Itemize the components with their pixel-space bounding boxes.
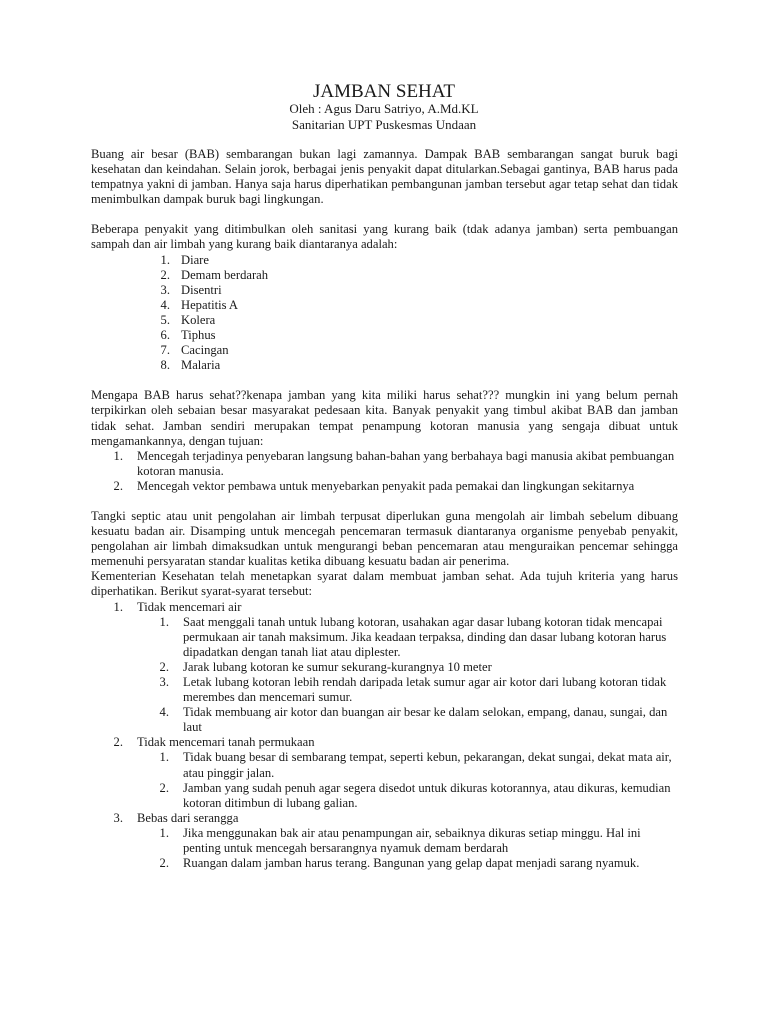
intro-paragraph: Buang air besar (BAB) sembarangan bukan lagi zamannya. Dampak BAB sembarangan sangat buruk bagi kesehatan dan keindahan. Selain jorok, berbagai jenis penyakit dapat ditularkan.Sebagai gantinya, BAB harus pada tempatnya yakni di jamban. Hanya saja harus diperhatikan pembangunan jamban tersebut agar tetap sehat dan tidak menimbulkan dampak buruk bagi lingkungan. (91, 147, 678, 207)
sub-list-item (137, 615, 678, 660)
list-number: 2. (160, 267, 170, 282)
list-number: 2. (113, 735, 123, 750)
sub-list (137, 615, 678, 736)
list-item (91, 283, 678, 298)
author-line: Oleh : Agus Daru Satriyo, A.Md.KL (289, 101, 479, 116)
list-text: Disentri (181, 282, 222, 297)
list-text: Diare (181, 252, 209, 267)
sub-list (137, 826, 678, 871)
list-text: Bebas dari serangga (137, 810, 239, 825)
list-number: 4. (159, 705, 169, 720)
list-item (91, 268, 678, 283)
list-text: Letak lubang kotoran lebih rendah daripada letak sumur agar air kotor dari lubang kotoran tidak merembes dan mencemari sumur. (183, 675, 667, 705)
ministry-paragraph: Kementerian Kesehatan telah menetapkan syarat dalam membuat jamban sehat. Ada tujuh kriteria yang harus diperhatikan. Berikut syarat-syarat tersebut: (91, 569, 678, 599)
list-text: Tidak mencemari air (137, 599, 242, 614)
list-number: 8. (160, 358, 170, 373)
list-number: 1. (113, 599, 123, 614)
list-text: Hepatitis A (181, 297, 239, 312)
sub-list-item (137, 750, 678, 780)
list-text: Saat menggali tanah untuk lubang kotoran, usahakan agar dasar lubang kotoran tidak mencapai permukaan air tanah maksimum. Jika keadaan terpaksa, dinding dan dasar lubang kotoran harus dipadatkan dengan tanah liat atau diplester. (183, 614, 667, 659)
list-number: 3. (160, 282, 170, 297)
list-item (91, 449, 678, 479)
document-body (91, 147, 678, 871)
criteria-item (91, 735, 678, 810)
list-item (91, 358, 678, 373)
list-text: Tidak mencemari tanah permukaan (137, 735, 315, 750)
list-number: 3. (159, 675, 169, 689)
sub-list-item (137, 826, 678, 856)
list-number: 1. (159, 750, 169, 765)
list-number: 1. (159, 825, 169, 840)
list-number: 1. (113, 448, 123, 463)
sub-list-item (137, 660, 678, 675)
sub-list (137, 750, 678, 810)
diseases-intro-paragraph: Beberapa penyakit yang ditimbulkan oleh sanitasi yang kurang baik (tdak adanya jamban) serta pembuangan sampah dan air limbah yang kurang baik diantaranya adalah: (91, 222, 678, 252)
list-text: Malaria (181, 358, 221, 373)
why-paragraph: Mengapa BAB harus sehat??kenapa jamban yang kita miliki harus sehat??? mungkin ini yang belum pernah terpikirkan oleh sebaian besar masyarakat pedesaan kita. Banyak penyakit yang timbul akibat BAB dan jamban tidak sehat. Jamban sendiri merupakan tempat penampung kotoran manusia yang sengaja dibuat untuk mengamankannya, dengan tujuan: (91, 388, 678, 448)
list-text: Kolera (181, 312, 216, 327)
list-item (91, 479, 678, 494)
list-number: 2. (113, 478, 123, 493)
list-number: 7. (160, 343, 170, 358)
goals-list (91, 449, 678, 494)
list-number: 1. (159, 614, 169, 629)
criteria-list (91, 600, 678, 872)
list-text: Tidak buang besar di sembarang tempat, seperti kebun, pekarangan, dekat sungai, dekat mata air, atau pinggir jalan. (183, 750, 672, 780)
criteria-item (91, 600, 678, 736)
criteria-item (91, 811, 678, 871)
list-text: Jamban yang sudah penuh agar segera disedot untuk dikuras kotorannya, atau dikuras, kemudian kotoran ditimbun di lubang galian. (183, 780, 671, 810)
list-text: Cacingan (181, 343, 229, 358)
list-item (91, 328, 678, 343)
list-text: Mencegah terjadinya penyebaran langsung bahan-bahan yang berbahaya bagi manusia akibat pembuangan kotoran manusia. (137, 448, 675, 478)
list-item (91, 253, 678, 268)
list-item (91, 343, 678, 358)
septic-paragraph: Tangki septic atau unit pengolahan air limbah terpusat diperlukan guna mengolah air limbah sebelum dibuang kesuatu badan air. Disamping untuk mencegah pencemaran termasuk diantaranya organisme penyebab penyakit, pengolahan air limbah dimaksudkan untuk mengurangi beban pencemaran atau menguraikan pencemar sehingga memenuhi persyaratan standar kualitas ketika dibuang kesuatu badan air penerima. (91, 508, 678, 569)
diseases-list (91, 253, 678, 374)
list-text: Ruangan dalam jamban harus terang. Bangunan yang gelap dapat menjadi sarang nyamuk. (183, 856, 640, 871)
document-title: JAMBAN SEHAT (313, 81, 455, 102)
list-number: 5. (160, 312, 170, 327)
list-text: Tidak membuang air kotor dan buangan air besar ke dalam selokan, empang, danau, sungai, dan laut (183, 705, 668, 735)
list-text: Demam berdarah (181, 267, 269, 282)
sub-list-item (137, 781, 678, 811)
list-text: Mencegah vektor pembawa untuk menyebarkan penyakit pada pemakai dan lingkungan sekitarnya (137, 478, 635, 493)
sub-list-item (137, 675, 678, 705)
list-text: Tiphus (181, 328, 216, 343)
list-text: Jarak lubang kotoran ke sumur sekurang-kurangnya 10 meter (183, 659, 492, 674)
list-number: 2. (159, 856, 169, 871)
list-number: 6. (160, 328, 170, 343)
list-number: 1. (160, 252, 170, 267)
sub-list-item (137, 856, 678, 871)
list-number: 2. (159, 780, 169, 795)
list-item (91, 298, 678, 313)
list-number: 2. (159, 659, 169, 674)
list-item (91, 313, 678, 328)
list-number: 3. (113, 810, 123, 825)
sub-list-item (137, 705, 678, 735)
affiliation-line: Sanitarian UPT Puskesmas Undaan (291, 117, 477, 132)
list-text: Jika menggunakan bak air atau penampungan air, sebaiknya dikuras setiap minggu. Hal ini penting untuk mencegah bersarangnya nyamuk demam berdarah (183, 825, 641, 856)
list-number: 4. (160, 297, 170, 312)
